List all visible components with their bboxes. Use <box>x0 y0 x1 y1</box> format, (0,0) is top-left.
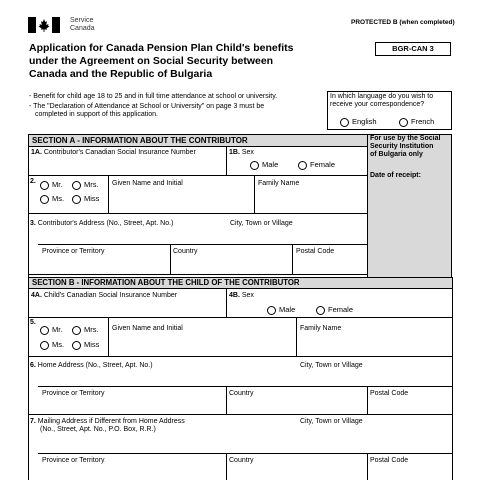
child-home-country-label: Country <box>229 390 254 397</box>
child-home-postal-label: Postal Code <box>370 390 409 397</box>
language-english-radio[interactable]: English <box>340 117 377 127</box>
child-mailing-province-label: Province or Territory <box>42 457 105 464</box>
child-mrs-radio[interactable]: Mrs. <box>72 325 99 335</box>
child-mailing-city-label: City, Town or Village <box>300 418 363 425</box>
contributor-province-label: Province or Territory <box>42 248 105 255</box>
note-1: - Benefit for child age 18 to 25 and in full time attendance at school or university. <box>29 93 278 100</box>
contributor-miss-radio[interactable]: Miss <box>72 194 99 204</box>
child-home-address-label: 6. Home Address (No., Street, Apt. No.) <box>30 362 153 369</box>
contributor-name-num: 2. <box>30 178 36 185</box>
child-name-num: 5. <box>30 319 36 326</box>
contributor-country-label: Country <box>173 248 198 255</box>
language-question: In which language do you wish to receive your correspondence? <box>330 93 434 108</box>
child-sin-label: 4A. Child's Canadian Social Insurance Number <box>31 292 178 299</box>
institution-label: For use by the Social Security Institution of Bulgaria only <box>370 135 441 158</box>
date-of-receipt-label: Date of receipt: <box>370 172 421 179</box>
note-2: - The "Declaration of Attendance at School or University" on page 3 must be <box>29 103 265 110</box>
contributor-mr-radio[interactable]: Mr. <box>40 180 62 190</box>
contributor-postal-label: Postal Code <box>296 248 335 255</box>
section-a-header: SECTION A - INFORMATION ABOUT THE CONTRIBUTOR <box>28 134 368 147</box>
department-name: Service Canada <box>70 17 95 32</box>
contributor-ms-radio[interactable]: Ms. <box>40 194 64 204</box>
contributor-given-name-label: Given Name and Initial <box>112 180 183 187</box>
protected-label: PROTECTED B (when completed) <box>351 19 455 26</box>
contributor-mrs-radio[interactable]: Mrs. <box>72 180 99 190</box>
child-sex-label: 4B. Sex <box>229 292 254 299</box>
form-code: BGR-CAN 3 <box>375 42 451 56</box>
child-mailing-postal-label: Postal Code <box>370 457 409 464</box>
child-male-radio[interactable]: Male <box>267 305 295 315</box>
contributor-city-label: City, Town or Village <box>230 220 293 227</box>
child-home-city-label: City, Town or Village <box>300 362 363 369</box>
child-miss-radio[interactable]: Miss <box>72 340 99 350</box>
language-french-radio[interactable]: French <box>399 117 434 127</box>
child-female-radio[interactable]: Female <box>316 305 353 315</box>
contributor-sex-label: 1B. Sex <box>229 149 254 156</box>
child-given-name-label: Given Name and Initial <box>112 325 183 332</box>
child-family-name-label: Family Name <box>300 325 342 332</box>
child-mailing-country-label: Country <box>229 457 254 464</box>
child-ms-radio[interactable]: Ms. <box>40 340 64 350</box>
child-mr-radio[interactable]: Mr. <box>40 325 62 335</box>
notes: - Benefit for child age 18 to 25 and in full time attendance at school or university. - The "Declaration of Attendance at School or University" on page 3 must be completed in support of this application. <box>29 93 329 119</box>
contributor-female-radio[interactable]: Female <box>298 160 335 170</box>
contributor-male-radio[interactable]: Male <box>250 160 278 170</box>
child-mailing-address-label: 7. Mailing Address if Different from Home Address (No., Street, Apt. No., P.O. Box, R.R.) <box>30 418 185 433</box>
contributor-sin-label: 1A. Contributor's Canadian Social Insurance Number <box>31 149 196 156</box>
contributor-family-name-label: Family Name <box>258 180 300 187</box>
section-b-header: SECTION B - INFORMATION ABOUT THE CHILD OF THE CONTRIBUTOR <box>28 277 453 289</box>
canada-flag-icon <box>28 17 60 33</box>
page-title: Application for Canada Pension Plan Child's benefits under the Agreement on Social Security between Canada and the Republic of Bulgaria <box>29 42 294 80</box>
contributor-address-label: 3. Contributor's Address (No., Street, Apt. No.) <box>30 220 174 227</box>
child-home-province-label: Province or Territory <box>42 390 105 397</box>
